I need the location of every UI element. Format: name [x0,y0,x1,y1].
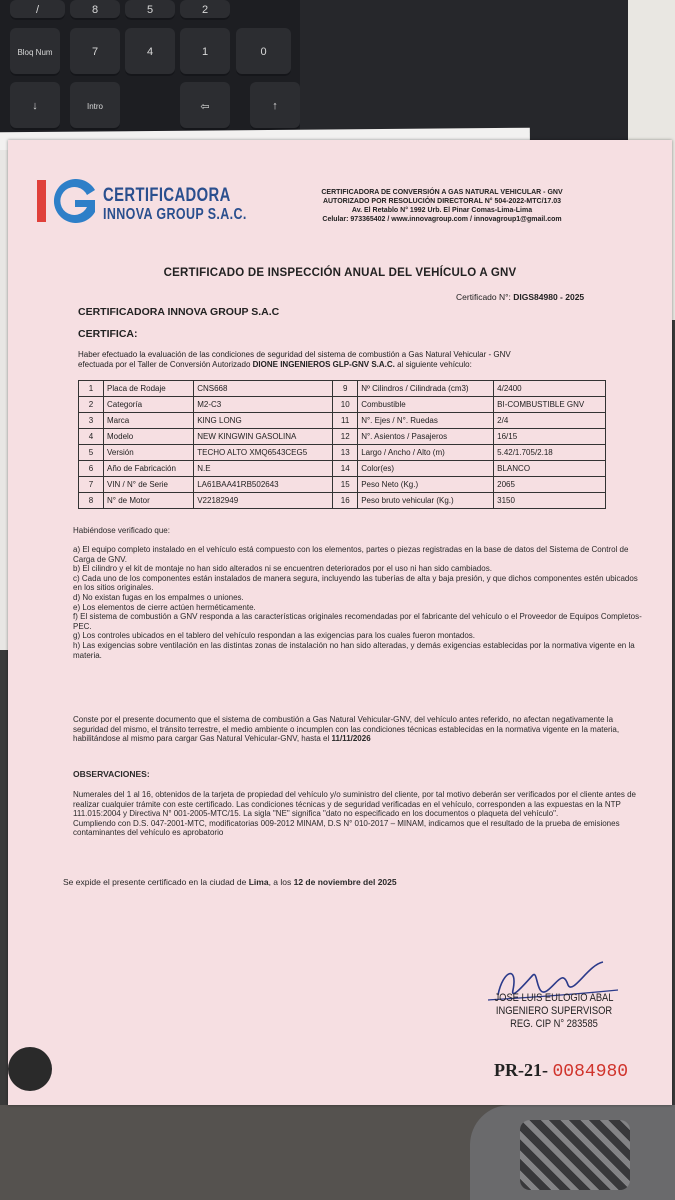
key-label: 1 [201,46,209,58]
conste-paragraph [73,715,643,744]
signatory-registration: REG. CIP N° 283585 [510,1018,598,1030]
table-cell: 10 [333,397,358,413]
table-row [79,429,606,445]
keyboard-key [180,82,230,130]
table-cell: 16 [333,493,358,509]
document-title: CERTIFICADO DE INSPECCIÓN ANUAL DEL VEHÍCULO A GNV [163,267,517,279]
table-cell: 6 [79,461,104,477]
key-label: 5 [146,4,154,16]
table-cell: 7 [79,477,104,493]
table-row [79,461,606,477]
table-cell: N°. Asientos / Pasajeros [358,429,494,445]
logo-text-line: CERTIFICADORA [103,185,231,206]
form-number-prefix: PR-21- [494,1060,548,1080]
observations-heading: OBSERVACIONES: [73,769,150,779]
intro-line [78,360,628,370]
keyboard-key [180,28,230,76]
keyboard-key [125,0,175,20]
table-cell: KING LONG [194,413,333,429]
keyboard-key [125,28,175,76]
keyboard-key [10,82,60,130]
header-line: CERTIFICADORA DE CONVERSIÓN A GAS NATURAL VEHICULAR - GNV [321,189,563,196]
issue-city: Lima [248,877,269,887]
table-cell: 5 [79,445,104,461]
shoe-laces [520,1120,630,1190]
issue-text: Se expide el presente certificado en la ciudad de [63,877,249,887]
workshop-name: DIONE INGENIEROS GLP-GNV S.A.C. [252,359,395,369]
observation-paragraph: Numerales del 1 al 16, obtenidos de la tarjeta de propiedad del vehículo y/o suministro del cliente, por tal motivo deberán ser verificados por el cliente antes de realizar cualquier trámite con este certificado. Las condiciones técnicas y de seguridad verificadas en el vehículo, corresponden a las expuestas en la NTP 111.015:2004 y Directiva N° 001-2005-MTC/15. La sigla "NE" significa "dato no especificado en los documentos o plaqueta del vehículo". [73,790,636,819]
verification-item: e) Los elementos de cierre actúen herméticamente. [73,602,256,612]
table-cell: 2/4 [494,413,606,429]
table-cell: 8 [79,493,104,509]
table-cell: Color(es) [358,461,494,477]
keyboard-key [70,0,120,20]
table-cell: 3 [79,413,104,429]
verification-item: d) No existan fugas en los empalmes o uniones. [73,592,244,602]
certificate-document [8,140,672,1105]
issue-text: , a los [268,877,294,887]
company-name: CERTIFICADORA INNOVA GROUP S.A.C [78,306,280,318]
table-cell: Marca [104,413,194,429]
table-cell: LA61BAA41RB502643 [194,477,333,493]
logo-wordmark [103,186,247,224]
key-label: / [35,4,40,16]
valid-until-date: 11/11/2026 [331,734,371,744]
signatory-block [486,992,622,1031]
table-cell: Peso Neto (Kg.) [358,477,494,493]
observation-paragraph: Cumpliendo con D.S. 047-2001-MTC, modificatorias 009-2012 MINAM, D.S N° 010-2017 – MINAM, indicamos que el resultado de la prueba de emisiones contaminantes del vehículo es aprobatorio [73,818,620,838]
company-logo-icon [33,176,103,226]
key-label: 4 [146,46,154,58]
key-label: 8 [91,4,99,16]
key-label: Bloq Num [17,47,53,57]
table-cell: 12 [333,429,358,445]
header-line: Av. El Retablo N° 1992 Urb. El Pinar Comas-Lima-Lima [351,207,533,214]
vehicle-data-table [78,380,606,509]
verification-item: h) Las exigencias sobre ventilación en las distintas zonas de instalación no han sido alteradas, y demás exigencias establecidas por la normativa vigente en la materia. [73,640,635,660]
form-number [494,1060,628,1082]
issue-date: 12 de noviembre del 2025 [293,877,397,887]
issue-statement [63,878,633,888]
signatory-name: JOSE LUIS EULOGIO ABAL [494,992,614,1004]
table-cell: N.E [194,461,333,477]
keyboard-key [70,28,120,76]
table-cell: BLANCO [494,461,606,477]
table-row [79,381,606,397]
keyboard-key [10,0,65,20]
intro-line: Haber efectuado la evaluación de las condiciones de seguridad del sistema de combustión a Gas Natural Vehicular - GNV [78,350,511,359]
intro-paragraph [78,350,628,369]
key-label: 0 [260,46,267,58]
table-cell: 16/15 [494,429,606,445]
signatory-role: INGENIERO SUPERVISOR [495,1005,613,1017]
keyboard-key [10,28,60,76]
table-cell: TECHO ALTO XMQ6543CEG5 [194,445,333,461]
table-cell: 4/2400 [494,381,606,397]
table-cell: 15 [333,477,358,493]
table-cell: Categoría [104,397,194,413]
certifica-heading: CERTIFICA: [78,328,138,340]
certificate-number-label: Certificado N°: [456,292,511,302]
table-cell: N°. Ejes / N°. Ruedas [358,413,494,429]
table-cell: 2 [79,397,104,413]
table-cell: 14 [333,461,358,477]
table-cell: NEW KINGWIN GASOLINA [194,429,333,445]
table-cell: Combustible [358,397,494,413]
key-label: Intro [86,101,103,111]
verification-item: b) El cilindro y el kit de montaje no han sido alterados ni se encuentren deteriorados por el uso ni han sido cambiados. [73,564,492,574]
verification-item: g) Los controles ubicados en el tablero del vehículo respondan a las exigencias para los cuales fueron montados. [73,631,476,641]
keyboard-key [250,82,300,130]
table-cell: 3150 [494,493,606,509]
verified-intro: Habiéndose verificado que: [73,526,170,535]
form-serial-number: 0084980 [552,1062,629,1082]
table-cell: Nº Cilindros / Cilindrada (cm3) [358,381,494,397]
table-cell: Largo / Ancho / Alto (m) [358,445,494,461]
keyboard-key [180,0,230,20]
header-line: Celular: 973365402 / www.innovagroup.com / innovagroup1@gmail.com [322,216,562,223]
table-cell: Placa de Rodaje [104,381,194,397]
table-cell: CNS668 [194,381,333,397]
table-cell: 9 [333,381,358,397]
table-cell: 11 [333,413,358,429]
table-row [79,413,606,429]
table-row [79,397,606,413]
certificate-number-value: DIGS84980 - 2025 [513,292,585,302]
verification-item: c) Cada uno de los componentes están instalados de manera segura, incluyendo las tuberías de alta y baja presión, y que dichos componentes estén ubicados en los sitios originales. [73,573,638,593]
punch-hole [8,1047,52,1091]
table-cell: 5.42/1.705/2.18 [494,445,606,461]
table-cell: VIN / N° de Serie [104,477,194,493]
table-cell: 4 [79,429,104,445]
logo-text-line: INNOVA GROUP S.A.C. [103,206,247,223]
key-label: ↓ [32,100,38,112]
observations-text [73,790,643,838]
intro-text: al siguiente vehículo: [394,359,472,369]
table-cell: Peso bruto vehicular (Kg.) [358,493,494,509]
keyboard-key [70,82,120,130]
table-row [79,445,606,461]
header-line: AUTORIZADO POR RESOLUCIÓN DIRECTORAL N° 504-2022-MTC/17.03 [322,198,562,205]
verification-item: a) El equipo completo instalado en el vehículo está compuesto con los elementos, partes o piezas registradas en la base de datos del Sistema de Control de Carga de GNV. [73,545,629,564]
conste-text: Conste por el presente documento que el sistema de combustión a Gas Natural Vehicular-GNV, del vehículo antes referido, no afectan negativamente la seguridad del mismo, el tránsito terrestre, el medio ambiente o incumplen con las condiciones técnicas establecidas en la normativa vigente en la materia, habilitándose al mismo para cargar Gas Natural Vehicular-GNV, hasta el [73,715,620,744]
verification-item: f) El sistema de combustión a GNV responda a las características originales recomendadas por el fabricante del vehículo o el Proveedor de Equipos Completos-PEC. [73,612,642,631]
key-label: ↑ [272,100,278,112]
table-cell: M2-C3 [194,397,333,413]
table-cell: Versión [104,445,194,461]
certificate-number [456,292,584,302]
table-cell: Modelo [104,429,194,445]
table-cell: V22182949 [194,493,333,509]
key-label: 7 [91,46,99,58]
table-cell: Año de Fabricación [104,461,194,477]
key-label: ⇦ [200,100,210,113]
key-label: 2 [201,4,209,16]
table-cell: BI-COMBUSTIBLE GNV [494,397,606,413]
table-cell: 2065 [494,477,606,493]
table-cell: 1 [79,381,104,397]
table-row [79,493,606,509]
table-row [79,477,606,493]
intro-text: efectuada por el Taller de Conversión Autorizado [78,359,253,369]
table-cell: 13 [333,445,358,461]
verification-list [73,545,643,660]
issuer-header [292,188,592,224]
table-cell: N° de Motor [104,493,194,509]
keyboard-key [236,28,291,76]
